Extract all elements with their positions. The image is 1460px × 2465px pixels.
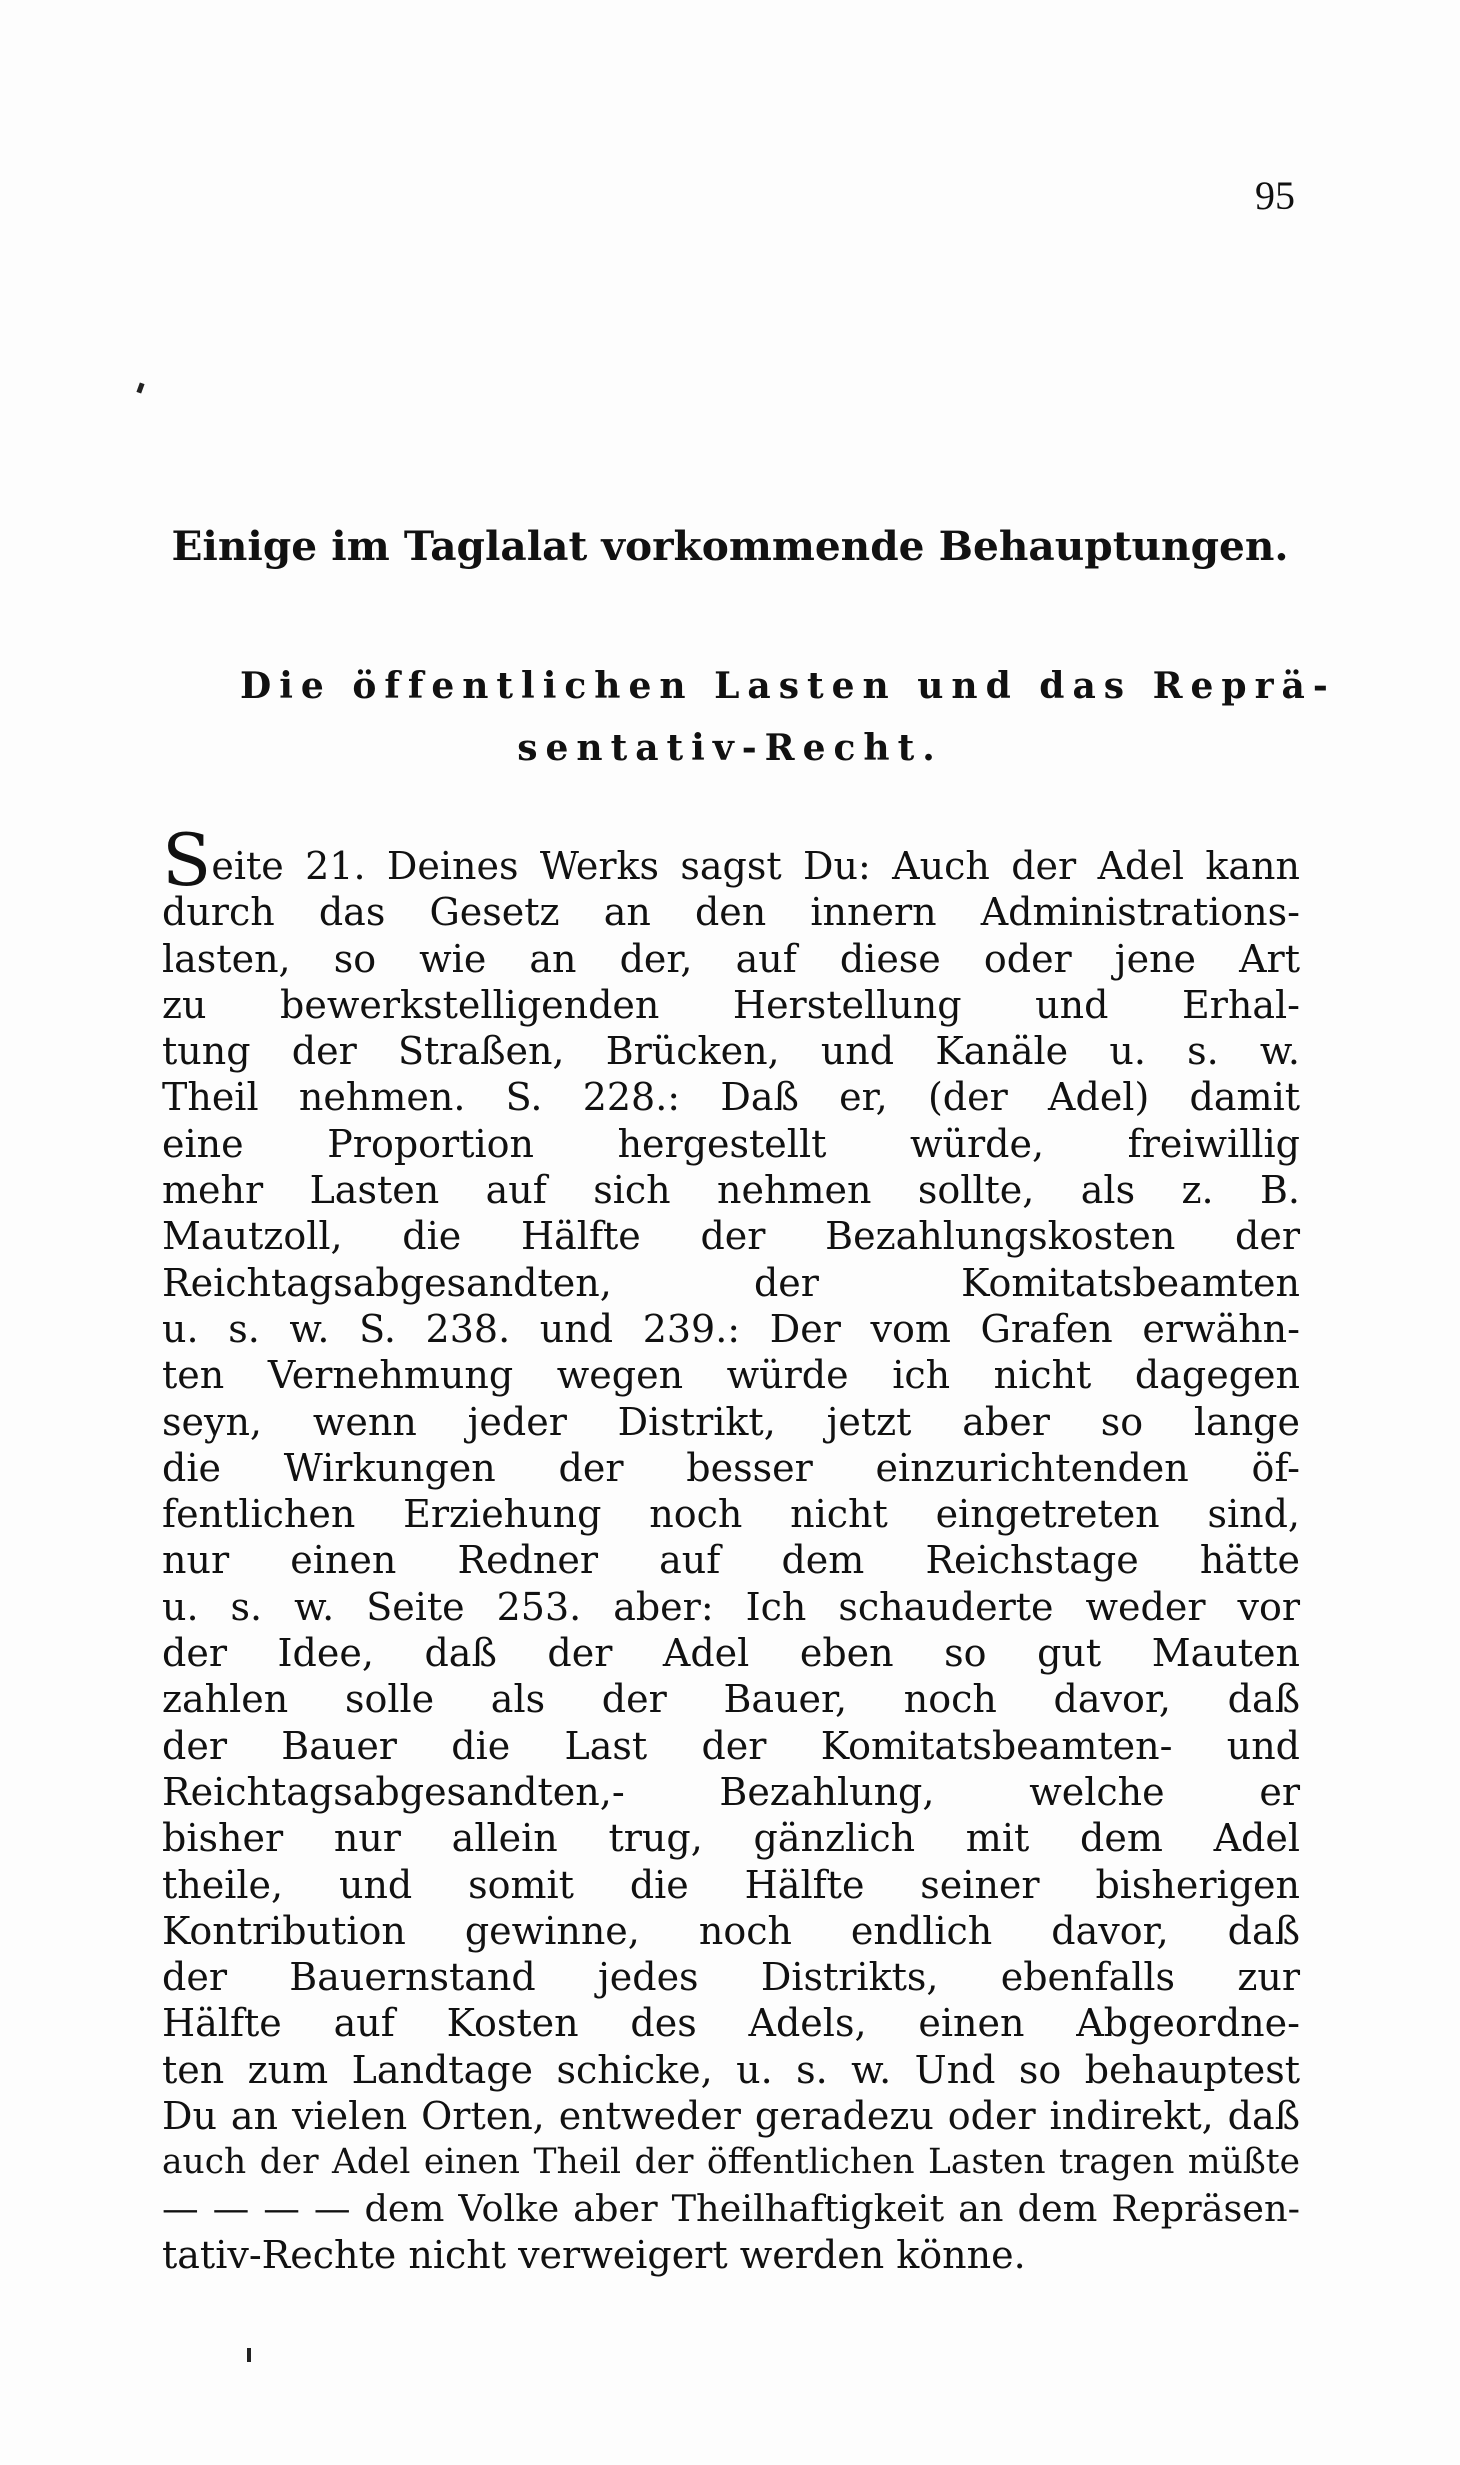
text-line: eine Proportion hergestellt würde, freiwillig [162, 1121, 1300, 1166]
text-line: auch der Adel einen Theil der öffentlichen Lasten tragen müßte [162, 2142, 1300, 2183]
text-line: fentlichen Erziehung noch nicht eingetreten sind, [162, 1492, 1300, 1537]
text-line: Reichtagsabgesandten,- Bezahlung, welche er [162, 1769, 1300, 1814]
text-line: Du an vielen Orten, entweder geradezu oder indirekt, daß [162, 2094, 1300, 2139]
text-line: zu bewerkstelligenden Herstellung und Erhal- [162, 982, 1300, 1027]
text-line [162, 818, 1300, 902]
section-title-line: sentativ-Recht. [517, 727, 943, 769]
text-line: Mautzoll, die Hälfte der Bezahlungskosten der [162, 1214, 1300, 1259]
section-title [240, 655, 1336, 779]
print-speck [247, 2348, 251, 2362]
text-line: ten zum Landtage schicke, u. s. w. Und so behauptest [162, 2047, 1300, 2092]
text-line: theile, und somit die Hälfte seiner bisherigen [162, 1862, 1300, 1907]
text-line: tativ-Rechte nicht verweigert werden könne. [162, 2232, 1026, 2277]
text-line: u. s. w. S. 238. und 239.: Der vom Grafen erwähn- [162, 1306, 1300, 1351]
text-line: Reichtagsabgesandten, der Komitatsbeamten [162, 1260, 1300, 1305]
text-line: Kontribution gewinne, noch endlich davor, daß [162, 1908, 1300, 1953]
text-line: Theil nehmen. S. 228.: Daß er, (der Adel) damit [162, 1075, 1300, 1120]
page-number: 95 [1255, 173, 1295, 218]
text-line-rest: eite 21. Deines Werks sagst Du: Auch der Adel kann [211, 844, 1300, 888]
text-line: mehr Lasten auf sich nehmen sollte, als z. B. [162, 1168, 1300, 1213]
text-line: bisher nur allein trug, gänzlich mit dem Adel [162, 1816, 1300, 1861]
text-line: ten Vernehmung wegen würde ich nicht dagegen [162, 1353, 1300, 1398]
text-line: seyn, wenn jeder Distrikt, jetzt aber so lange [162, 1399, 1300, 1444]
initial-letter: S [162, 818, 212, 902]
text-line: lasten, so wie an der, auf diese oder jene Art [162, 936, 1300, 981]
chapter-title: Einige im Taglalat vorkommende Behauptungen. [171, 522, 1289, 570]
body-paragraph [162, 818, 1300, 2278]
text-line: zahlen solle als der Bauer, noch davor, daß [162, 1677, 1300, 1722]
text-line: der Bauernstand jedes Distrikts, ebenfalls zur [162, 1955, 1300, 2000]
text-line: — — — — dem Volke aber Theilhaftigkeit an dem Repräsen- [162, 2186, 1300, 2230]
text-line: die Wirkungen der besser einzurichtenden öf- [162, 1445, 1300, 1490]
print-speck [136, 382, 144, 393]
text-line: u. s. w. Seite 253. aber: Ich schauderte weder vor [162, 1584, 1300, 1629]
text-line: der Bauer die Last der Komitatsbeamten- und [162, 1723, 1300, 1768]
section-title-line: Die öffentlichen Lasten und das Reprä- [240, 665, 1336, 707]
text-line: durch das Gesetz an den innern Administrations- [162, 890, 1300, 935]
text-line: der Idee, daß der Adel eben so gut Mauten [162, 1631, 1300, 1676]
text-line: Hälfte auf Kosten des Adels, einen Abgeordne- [162, 2001, 1300, 2046]
text-line: nur einen Redner auf dem Reichstage hätte [162, 1538, 1300, 1583]
text-line: tung der Straßen, Brücken, und Kanäle u. s. w. [162, 1029, 1300, 1074]
